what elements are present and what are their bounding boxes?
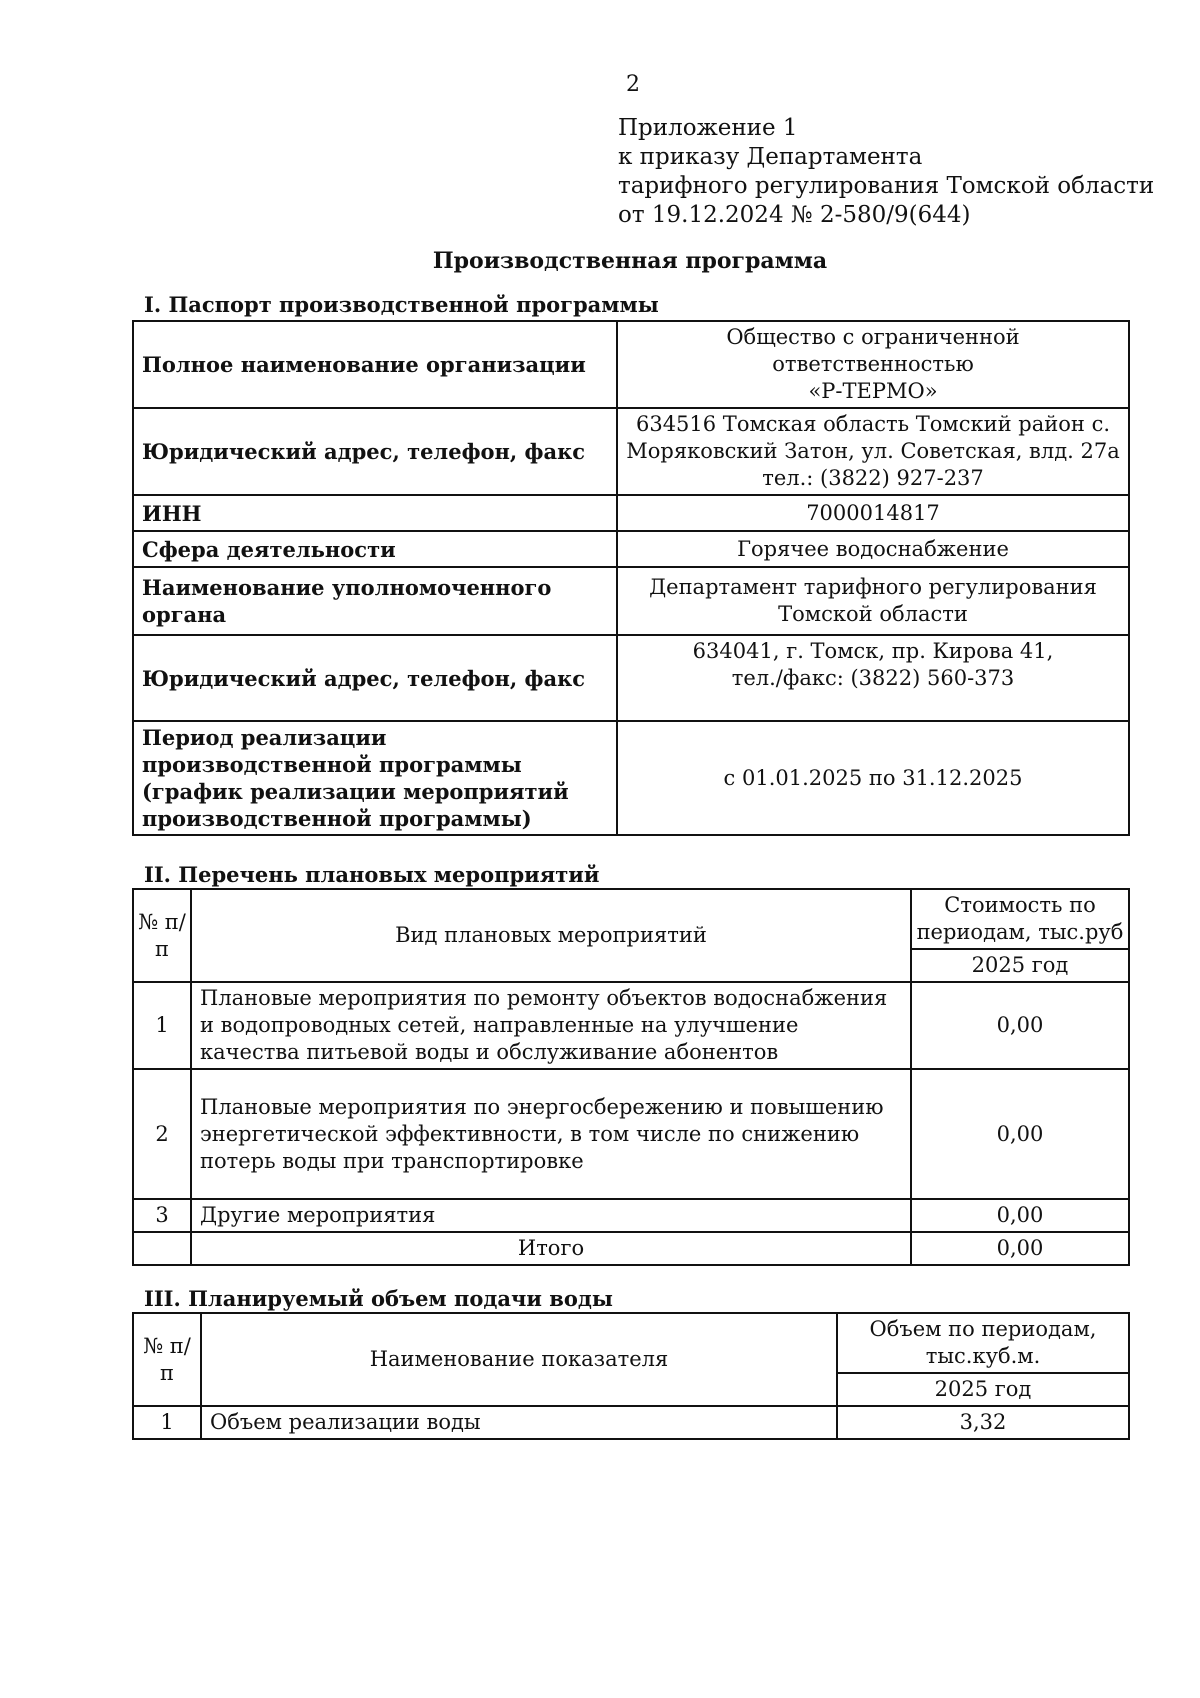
passport-label: ИНН — [133, 495, 617, 531]
cell-activity: Другие мероприятия — [191, 1199, 911, 1232]
passport-value: Департамент тарифного регулирования Томской области — [617, 567, 1129, 635]
cell-value: 3,32 — [837, 1406, 1129, 1439]
table-header-row — [133, 889, 1129, 949]
passport-label: Полное наименование организации — [133, 321, 617, 408]
table-row — [133, 1406, 1129, 1439]
column-header-activity: Вид плановых мероприятий — [191, 889, 911, 982]
column-header-number: № п/п — [133, 1313, 201, 1406]
passport-label: Период реализации производственной программы (график реализации мероприятий производственной программы) — [133, 721, 617, 835]
passport-value: 7000014817 — [617, 495, 1129, 531]
cell-value: 0,00 — [911, 1069, 1129, 1199]
passport-value: Горячее водоснабжение — [617, 531, 1129, 567]
passport-table — [132, 320, 1130, 836]
table-row — [133, 982, 1129, 1069]
annex-line: Приложение 1 — [618, 115, 798, 141]
table-row — [133, 1069, 1129, 1199]
table-row — [133, 1199, 1129, 1232]
column-header-number: № п/п — [133, 889, 191, 982]
cell-total-value: 0,00 — [911, 1232, 1129, 1265]
passport-label: Наименование уполномоченного органа — [133, 567, 617, 635]
annex-line: от 19.12.2024 № 2-580/9(644) — [618, 202, 971, 228]
passport-value: Общество с ограниченной ответственностью «Р-ТЕРМО» — [617, 321, 1129, 408]
section-heading-activities: II. Перечень плановых мероприятий — [144, 862, 600, 887]
table-row — [133, 567, 1129, 635]
passport-value: с 01.01.2025 по 31.12.2025 — [617, 721, 1129, 835]
annex-line: тарифного регулирования Томской области — [618, 173, 1155, 199]
passport-label: Юридический адрес, телефон, факс — [133, 635, 617, 721]
cell-value: 0,00 — [911, 982, 1129, 1069]
water-volume-table — [132, 1312, 1130, 1440]
cell-number: 1 — [133, 982, 191, 1069]
activities-table — [132, 888, 1130, 1266]
cell-number: 2 — [133, 1069, 191, 1199]
table-total-row — [133, 1232, 1129, 1265]
cell-number — [133, 1232, 191, 1265]
column-header-volume: Объем по периодам, тыс.куб.м. — [837, 1313, 1129, 1373]
table-row — [133, 635, 1129, 721]
page-number: 2 — [626, 72, 640, 97]
table-row — [133, 721, 1129, 835]
column-header-year: 2025 год — [911, 949, 1129, 982]
passport-value: 634041, г. Томск, пр. Кирова 41, тел./факс: (3822) 560-373 — [617, 635, 1129, 721]
table-header-row — [133, 1313, 1129, 1373]
passport-label: Сфера деятельности — [133, 531, 617, 567]
annex-line: к приказу Департамента — [618, 144, 923, 170]
section-heading-passport: I. Паспорт производственной программы — [144, 292, 659, 317]
column-header-indicator: Наименование показателя — [201, 1313, 837, 1406]
table-row — [133, 495, 1129, 531]
annex-block — [618, 114, 1154, 230]
document-title: Производственная программа — [432, 248, 828, 274]
cell-activity: Плановые мероприятия по ремонту объектов водоснабжения и водопроводных сетей, направленные на улучшение качества питьевой воды и обслуживание абонентов — [191, 982, 911, 1069]
passport-value: 634516 Томская область Томский район с. Моряковский Затон, ул. Советская, влд. 27а тел.: (3822) 927-237 — [617, 408, 1129, 495]
column-header-cost: Стоимость по периодам, тыс.руб — [911, 889, 1129, 949]
table-row — [133, 531, 1129, 567]
cell-number: 3 — [133, 1199, 191, 1232]
cell-indicator: Объем реализации воды — [201, 1406, 837, 1439]
passport-label: Юридический адрес, телефон, факс — [133, 408, 617, 495]
cell-total-label: Итого — [191, 1232, 911, 1265]
column-header-year: 2025 год — [837, 1373, 1129, 1406]
cell-number: 1 — [133, 1406, 201, 1439]
table-row — [133, 321, 1129, 408]
cell-activity: Плановые мероприятия по энергосбережению и повышению энергетической эффективности, в том числе по снижению потерь воды при транспортировке — [191, 1069, 911, 1199]
table-row — [133, 408, 1129, 495]
cell-value: 0,00 — [911, 1199, 1129, 1232]
section-heading-water-volume: III. Планируемый объем подачи воды — [144, 1286, 613, 1311]
